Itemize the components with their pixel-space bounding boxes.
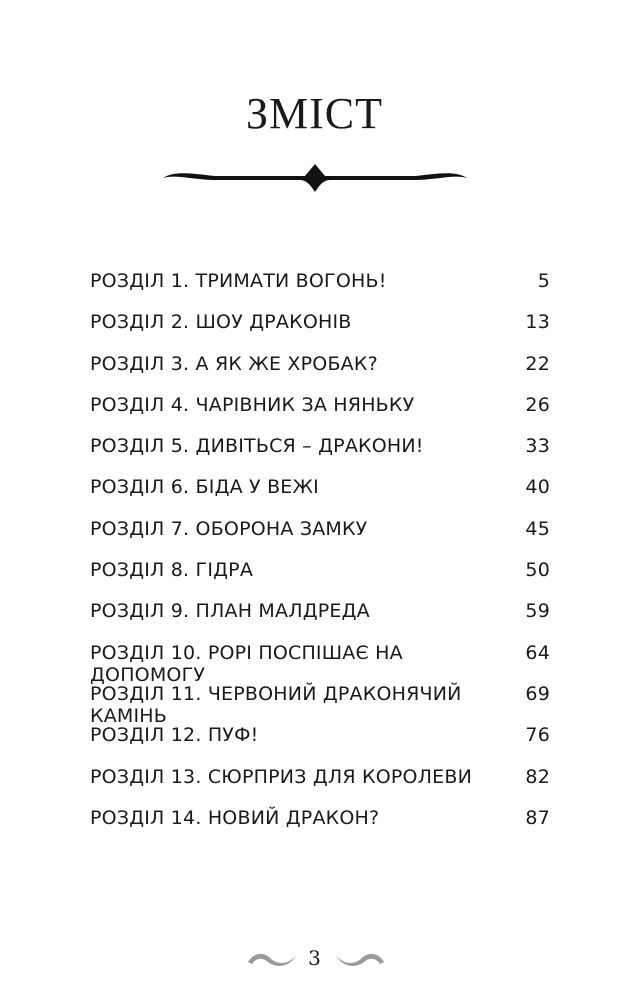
toc-item[interactable] — [90, 270, 550, 311]
toc-item-label: РОЗДІЛ 4. ЧАРІВНИК ЗА НЯНЬКУ — [90, 393, 415, 416]
toc-item-page: 87 — [525, 806, 550, 829]
toc-item-label: РОЗДІЛ 8. ГІДРА — [90, 559, 254, 582]
toc-item[interactable] — [90, 641, 550, 686]
page-footer — [0, 938, 629, 978]
toc-item-page: 82 — [525, 765, 550, 788]
toc-item-page: 45 — [525, 517, 550, 540]
toc-item[interactable] — [90, 682, 550, 727]
toc-item[interactable] — [90, 518, 550, 559]
toc-item[interactable] — [90, 435, 550, 476]
page-title: ЗМІСТ — [245, 89, 384, 138]
toc-item-label: РОЗДІЛ 14. НОВИЙ ДРАКОН? — [90, 806, 380, 829]
toc-item-page: 40 — [525, 476, 550, 499]
toc-item-page: 59 — [525, 600, 550, 623]
toc-item[interactable] — [90, 394, 550, 435]
table-of-contents — [90, 270, 550, 848]
toc-item-label: РОЗДІЛ 2. ШОУ ДРАКОНІВ — [90, 311, 352, 334]
toc-item-page: 50 — [525, 559, 550, 582]
toc-item-page: 26 — [525, 393, 550, 416]
toc-item-page: 76 — [525, 724, 550, 747]
toc-item-label: РОЗДІЛ 5. ДИВІТЬСЯ – ДРАКОНИ! — [90, 435, 424, 458]
toc-item[interactable] — [90, 311, 550, 352]
toc-item[interactable] — [90, 766, 550, 807]
toc-item[interactable] — [90, 724, 550, 765]
toc-item-label: РОЗДІЛ 9. ПЛАН МАЛДРЕДА — [90, 600, 370, 623]
toc-item-page: 5 — [537, 270, 550, 292]
toc-item-label: РОЗДІЛ 6. БІДА У ВЕЖІ — [90, 476, 319, 499]
page-number: 3 — [308, 946, 321, 970]
toc-item-label: РОЗДІЛ 10. РОРІ ПОСПІШАЄ НА ДОПОМОГУ — [90, 641, 403, 686]
divider-ornament-icon — [155, 160, 475, 194]
toc-item-label: РОЗДІЛ 1. ТРИМАТИ ВОГОНЬ! — [90, 270, 387, 292]
toc-item[interactable] — [90, 600, 550, 641]
toc-item-page: 69 — [525, 682, 550, 705]
toc-item[interactable] — [90, 807, 550, 848]
toc-item[interactable] — [90, 559, 550, 600]
toc-item[interactable] — [90, 476, 550, 517]
toc-item-label: РОЗДІЛ 11. ЧЕРВОНИЙ ДРАКОНЯЧИЙ КАМІНЬ — [90, 682, 462, 727]
toc-item-page: 13 — [525, 311, 550, 334]
toc-item-label: РОЗДІЛ 13. СЮРПРИЗ ДЛЯ КОРОЛЕВИ — [90, 765, 473, 788]
toc-item[interactable] — [90, 353, 550, 394]
toc-item-page: 64 — [525, 641, 550, 664]
toc-item-label: РОЗДІЛ 3. А ЯК ЖЕ ХРОБАК? — [90, 352, 378, 375]
toc-item-page: 33 — [525, 435, 550, 458]
swirl-right-icon — [334, 948, 386, 970]
toc-item-label: РОЗДІЛ 7. ОБОРОНА ЗАМКУ — [90, 517, 368, 540]
toc-item-page: 22 — [525, 352, 550, 375]
toc-item-label: РОЗДІЛ 12. ПУФ! — [90, 724, 259, 747]
